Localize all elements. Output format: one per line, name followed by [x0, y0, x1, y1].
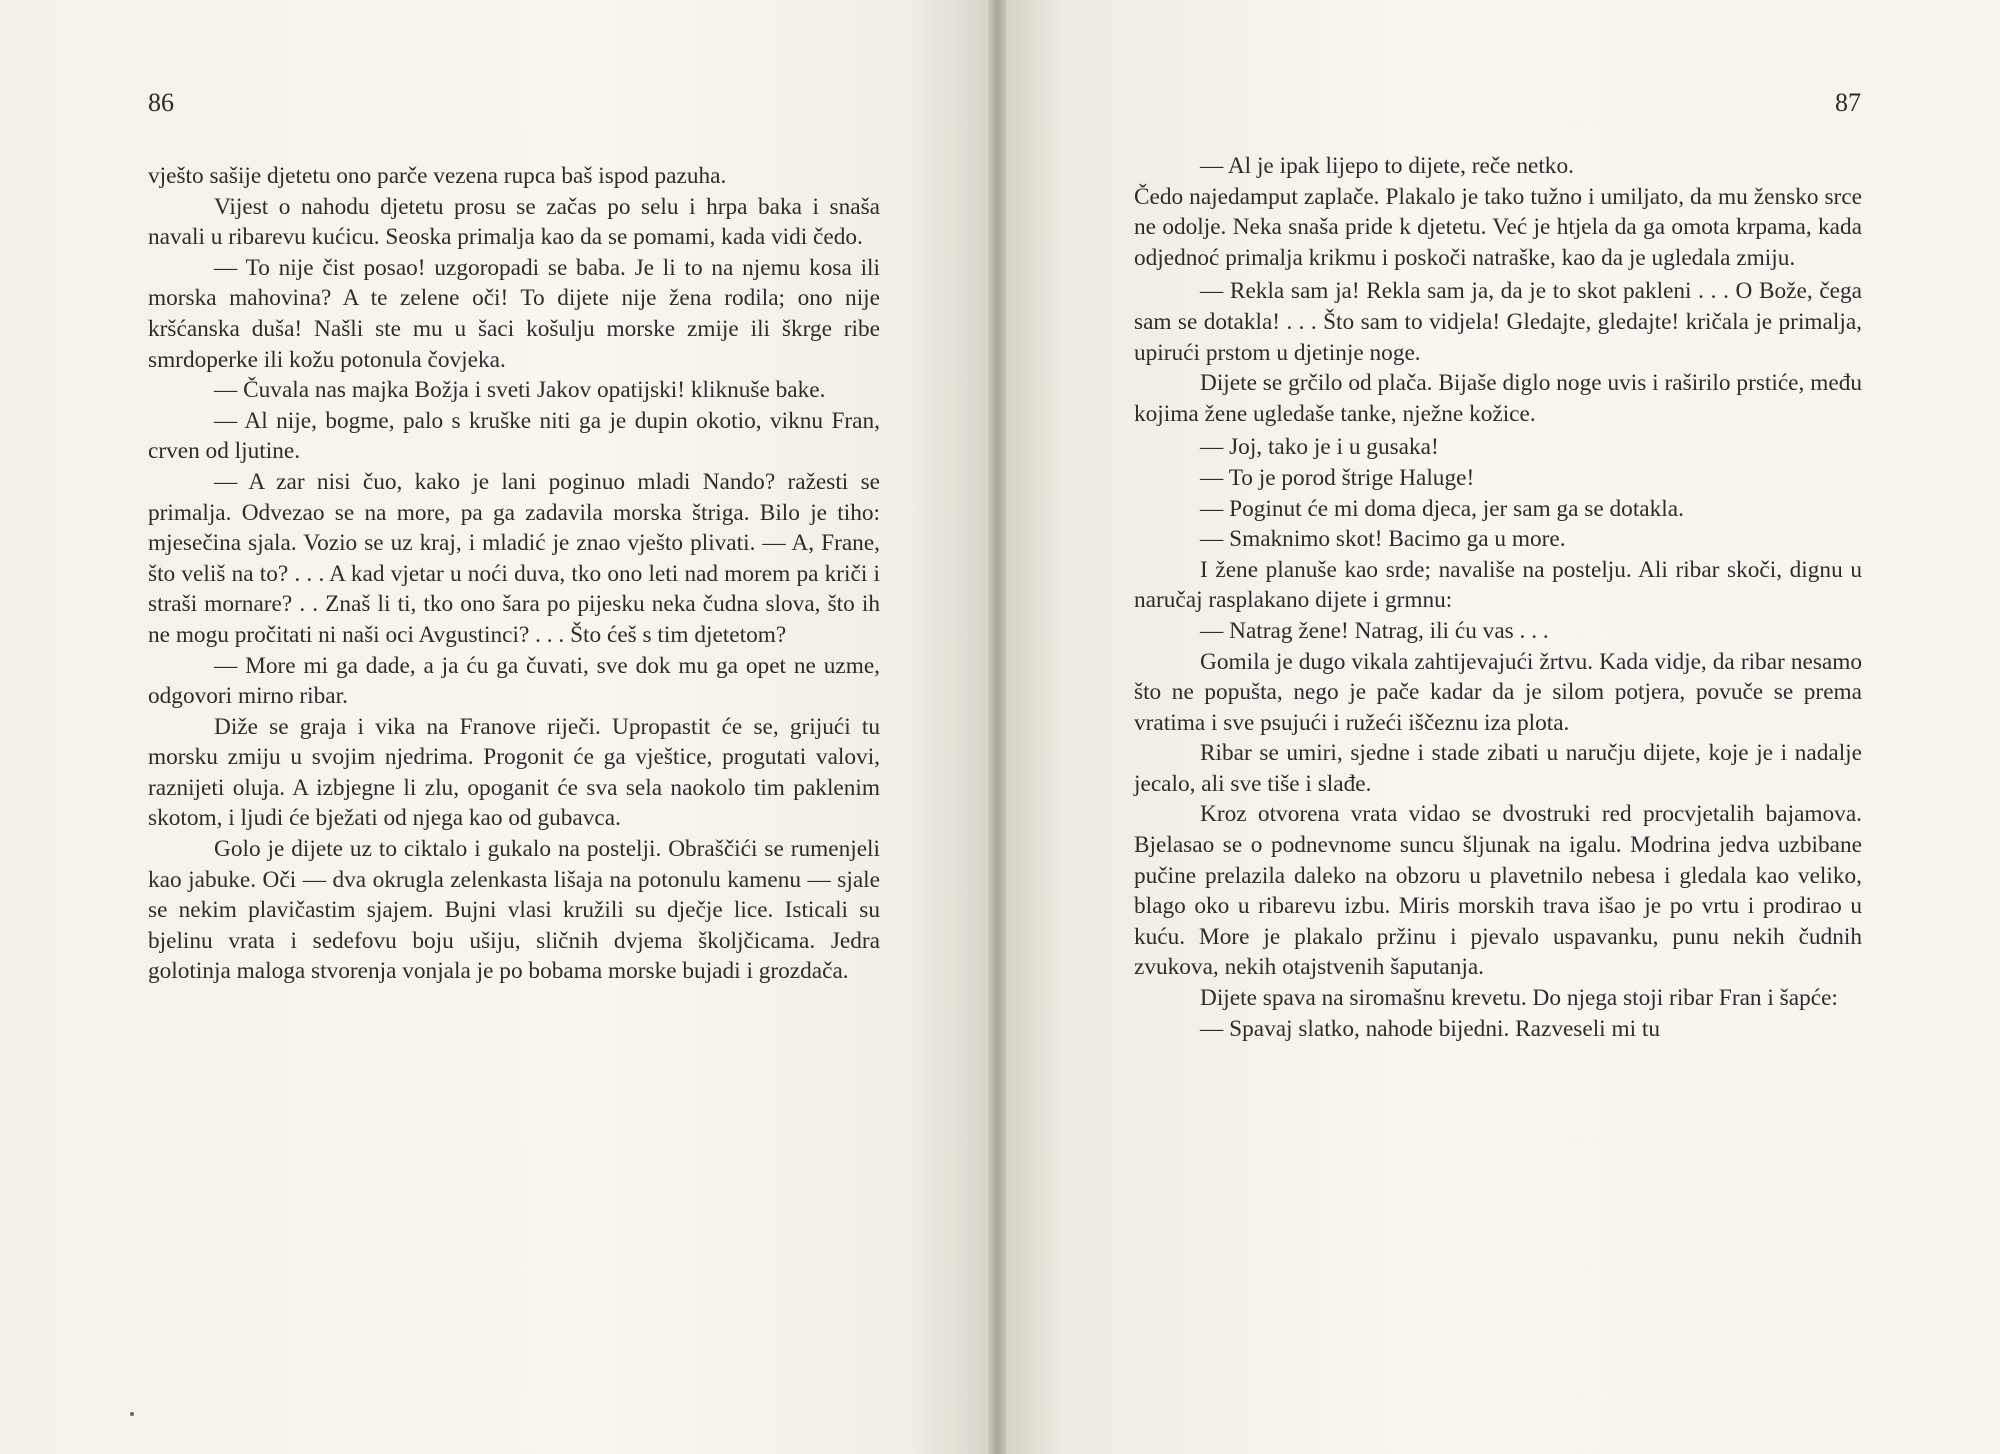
paragraph: — Čuvala nas majka Božja i sveti Jakov opatijski! kliknuše bake.: [214, 377, 826, 404]
paragraph: — Poginut će mi doma djeca, jer sam ga se dotakla.: [1200, 495, 1684, 522]
paragraph: — Smaknimo skot! Bacimo ga u more.: [1200, 526, 1566, 553]
paragraph: Dijete spava na siromašnu krevetu. Do njega stoji ribar Fran i šapće:: [1200, 985, 1838, 1012]
right-page-text: [1134, 151, 1862, 1044]
paragraph: — Al nije, bogme, palo s kruške niti ga je dupin okotio, viknu Fran, crven od ljutine.: [148, 407, 880, 465]
paragraph: vješto sašije djetetu ono parče vezena rupca baš ispod pazuha.: [148, 163, 727, 189]
paragraph: — To je porod štrige Haluge!: [1200, 464, 1475, 491]
paragraph: — Spavaj slatko, nahode bijedni. Razveseli mi tu: [1200, 1015, 1661, 1042]
paragraph: — Al je ipak lijepo to dijete, reče netko.: [1200, 153, 1574, 179]
page-number-left: 86: [148, 88, 174, 117]
book-gutter: [988, 0, 1006, 1454]
paragraph: Ribar se umiri, sjedne i stade zibati u naručju dijete, koje je i nadalje jecalo, ali sve tiše i slađe.: [1134, 740, 1862, 797]
paragraph: — To nije čist posao! uzgoropadi se baba. Je li to na njemu kosa ili morska mahovina? A te zelene oči! To dijete nije žena rodila; ono nije kršćanska duša! Našli ste mu u šaci košulju morske zmije ili škrge ribe smrdoperke ili kožu potonula čovjeka.: [148, 254, 880, 373]
paragraph: — A zar nisi čuo, kako je lani poginuo mladi Nando? ražesti se primalja. Odvezao se na more, pa ga zadavila morska štriga. Bilo je tiho: mjesečina sjala. Vozio se uz kraj, i mladić je znao vješto plivati. — A, Frane, što veliš na to? . . . A kad vjetar u noći duva, tko ono leti nad morem pa kriči i straši mornare? . . Znaš li ti, tko ono šara po pijesku neka čudna slova, što ih ne mogu pročitati ni naši oci Avgustinci? . . . Što ćeš s tim djetetom?: [148, 468, 880, 648]
paragraph: — More mi ga dade, a ja ću ga čuvati, sve dok mu ga opet ne uzme, odgovori mirno ribar.: [148, 652, 880, 710]
paragraph: Diže se graja i vika na Franove riječi. Upropastit će se, grijući tu morsku zmiju u svojim njedrima. Progonit će ga vještice, progutati valovi, raznijeti oluja. A izbjegne li zlu, opoganit će sva sela naokolo tim paklenim skotom, i ljudi će bježati od njega kao od gubavca.: [148, 713, 880, 832]
paragraph: — Natrag žene! Natrag, ili ću vas . . .: [1200, 617, 1549, 644]
paragraph: Kroz otvorena vrata vidao se dvostruki red procvjetalih bajamova. Bjelasao se o podnevnome suncu šljunak na igalu. Modrina jedva uzbibane pučine prelazila daleko na obzoru u plavetnilo nebesa i gledala kao veliko, blago oko u ribarevu izbu. Miris morskih trava išao je po vrtu i prodirao u kuću. More je plakalo pržinu i pjevalo uspavanku, punu nekih čudnih zvukova, nekih otajstvenih šaputanja.: [1134, 801, 1862, 981]
paragraph: Dijete se grčilo od plača. Bijaše diglo noge uvis i raširilo prstiće, među kojima žene ugledaše tanke, nježne kožice.: [1134, 370, 1862, 427]
paragraph: I žene planuše kao srde; navališe na postelju. Ali ribar skoči, dignu u naručaj rasplakano dijete i grmnu:: [1134, 556, 1862, 614]
paragraph: Gomila je dugo vikala zahtijevajući žrtvu. Kada vidje, da ribar nesamo što ne popušta, nego je pače kadar da je silom potjera, povuče se prema vratima i sve psujući i ružeći iščeznu iza plota.: [1134, 648, 1862, 736]
right-page: [1006, 0, 2000, 1454]
paragraph: — Joj, tako je i u gusaka!: [1200, 434, 1439, 461]
paragraph: Čedo najedamput zaplače. Plakalo je tako tužno i umiljato, da mu žensko srce ne odolje. Neka snaša pride k djetetu. Već je htjela da ga omota krpama, kada odjednoć primalja krikmu i poskoči natraške, kao da je ugledala zmiju.: [1134, 183, 1862, 271]
paragraph: Vijest o nahodu djetetu prosu se začas po selu i hrpa baka i snaša navali u ribarevu kućicu. Seoska primalja kao da se pomami, kada vidi čedo.: [148, 193, 880, 251]
paragraph: Golo je dijete uz to ciktalo i gukalo na postelji. Obraščići se rumenjeli kao jabuke. Oči — dva okrugla zelenkasta lišaja na potonulu kamenu — sjale se nekim plavičastim sjajem. Bujni vlasi kružili su dječje lice. Isticali su bjelinu vrata i sedefovu boju ušiju, sličnih dvjema školjčicama. Jedra golotinja maloga stvorenja vonjala je po bobama morske bujadi i grozdača.: [148, 836, 880, 985]
left-page-text: [148, 161, 880, 987]
left-page: [0, 0, 988, 1454]
paragraph: — Rekla sam ja! Rekla sam ja, da je to skot pakleni . . . O Bože, čega sam se dotakla! . . . Što sam to vidjela! Gledajte, gledajte! kričala je primalja, upirući prstom u djetinje noge.: [1134, 278, 1862, 366]
paper-speck: [130, 1412, 134, 1416]
page-number-right: 87: [1835, 88, 1861, 117]
